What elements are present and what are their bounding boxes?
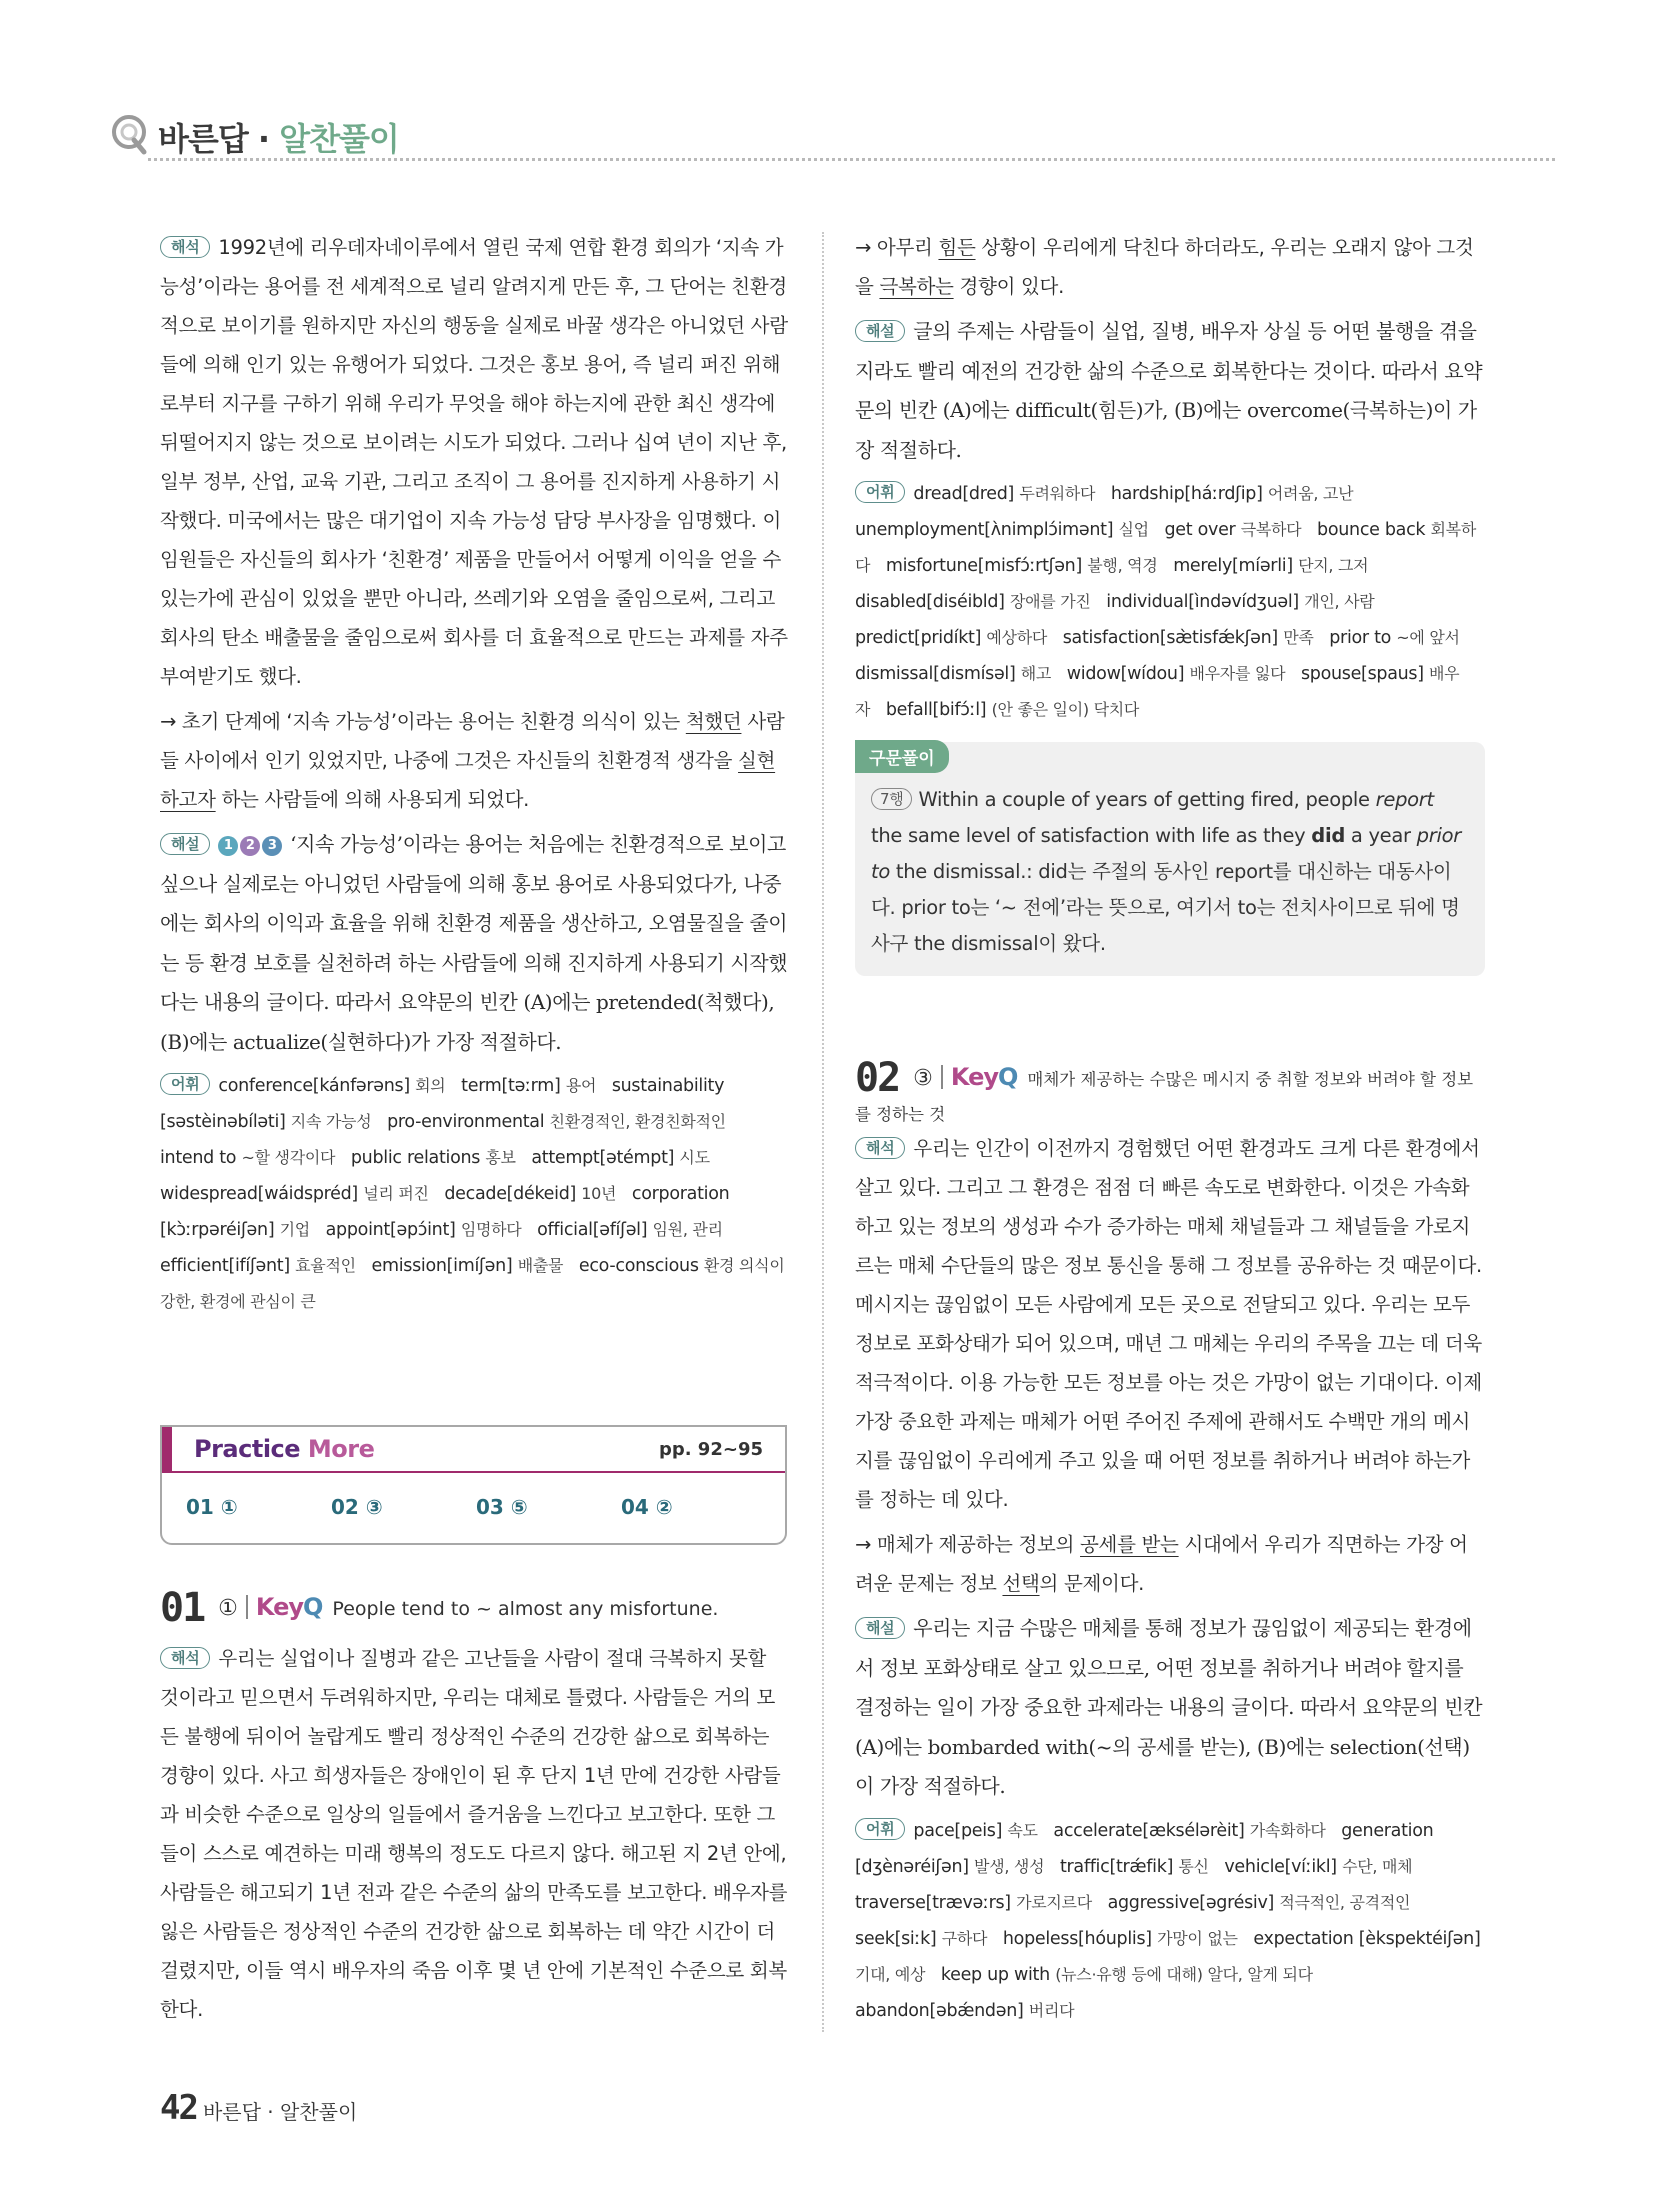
underlined-answer-a: 힘든 [938,236,976,259]
vocab-meaning: 널리 퍼진 [363,1184,445,1203]
vocab-word: expectation [èkspektéiʃən] [1253,1928,1481,1949]
step-three-badge: 3 [262,836,282,856]
keyq-text: 매체가 제공하는 수많은 메시지 중 취할 정보와 버려야 할 정보를 정하는 것 [855,1070,1474,1124]
vocab-word: dismissal[dismísəl] [855,664,1021,684]
practice-pages: pp. 92~95 [658,1439,763,1460]
line-number-tag: 7행 [871,788,912,810]
question-header [160,1585,790,1639]
vocab-meaning: (안 좋은 일이) 닥치다 [991,700,1155,719]
vocab-word: spouse[spaus] [1300,664,1430,684]
vocab-word: widespread[wáidspréd] [160,1184,364,1204]
underlined-answer-b: 극복하는 [879,275,954,298]
practice-answer: 01 ① [186,1495,238,1519]
vocab-meaning: 가속화하다 [1249,1820,1342,1840]
vocabulary-list [855,476,1485,728]
header-title: 바른답 · 알찬풀이 [158,120,399,158]
summary-translation: → 초기 단계에 ‘지속 가능성’이라는 용어는 친환경 의식이 있는 척했던 사람들 사이에서 인기 있었지만, 나중에 그것은 자신들의 친환경적 생각을 실현하고자 하는 사람들에 의해 사용되게 되었다. [160,710,785,811]
vocab-meaning: 만족 [1283,628,1330,647]
vocab-word: prior to [1329,628,1397,648]
vocab-meaning: 환경 의식이 강한, 환경에 관심이 큰 [160,1256,785,1311]
vocab-word: eco-conscious [578,1256,704,1276]
vocab-meaning: ~할 생각이다 [241,1148,351,1167]
translation-paragraph: 해석 1992년에 리우데자네이루에서 열린 국제 연합 환경 회의가 ‘지속 가능성’이라는 용어를 전 세계적으로 널리 알려지게 만든 후, 그 단어는 친환경적으로 보이기를 원하지만 자신의 행동을 실제로 바꿀 생각은 아니었던 사람들에 의해 인기 있는 유행어가 되었다. 그것은 홍보 용어, 즉 널리 퍼진 위해로부터 지구를 구하기 위해 우리가 무엇을 해야 하는지에 관한 최신 생각에 뒤떨어지지 않는 것으로 보이려는 시도가 되었다. 그러나 십여 년이 지난 후, 일부 정부, 산업, 교육 기관, 그리고 조직이 그 용어를 진지하게 사용하기 시작했다. 미국에서는 많은 대기업이 지속 가능성 담당 부사장을 임명했다. 이 임원들은 자신들의 회사가 ‘친환경’ 제품을 만들어서 어떻게 이익을 얻을 수 있는가에 관심이 있었을 뿐만 아니라, 쓰레기와 오염을 줄임으로써, 그리고 회사의 탄소 배출물을 줄임으로써 회사를 더 효율적으로 만드는 과제를 자주 부여받기도 했다. [160,236,788,688]
gumun-label: 구문풀이 [855,740,949,773]
vocab-word: bounce back [1317,520,1431,540]
vocab-meaning: 10년 [581,1184,632,1203]
underlined-answer-b: 선택 [1002,1572,1040,1595]
left-column [160,228,790,1328]
vocab-word: unemployment[ʌ̀nimplɔ́imənt] [855,520,1119,540]
vocab-meaning: 시도 [679,1148,726,1167]
vocab-meaning: 구하다 [941,1928,1003,1948]
vocab-word: aggressive[əgrésiv] [1107,1892,1280,1913]
vocab-meaning: 기대, 예상 [855,1964,941,1984]
vocab-word: corporation [kɔ̀ːrpəréiʃən] [160,1184,730,1240]
step-one-badge: 1 [218,836,238,856]
grammar-note-text: 7행 Within a couple of years of getting fired, people report the same level of satisfaction with life as they did a year prior to the dismissal.: did는 주절의 동사인 report를 대신하는 대동사이다. prior to는 ‘~ 전에’라는 뜻으로, 여기서 to는 전치사이므로 뒤에 명사구 the dismissal이 왔다. [871,788,1461,955]
vocab-meaning: 극복하다 [1240,520,1318,539]
vocab-meaning: 배우자 [855,664,1460,719]
vocab-meaning: 배우자를 잃다 [1189,664,1301,683]
practice-more-title: Practice More [194,1435,375,1463]
vocab-word: accelerate[æksélərèit] [1053,1820,1250,1841]
page-number: 42 [160,2088,197,2128]
vocab-meaning: 실업 [1118,520,1165,539]
divider-bar [941,1065,943,1089]
vocab-word: public relations [350,1148,486,1168]
vocab-word: decade[dékeid] [444,1184,582,1204]
vocab-word: keep up with [940,1964,1056,1985]
vocab-word: seek[siːk] [855,1928,942,1949]
column-divider [822,232,824,2032]
vocab-meaning: 기업 [279,1220,326,1239]
vocab-word: official[əfíʃəl] [537,1220,653,1240]
question-number: 01 [160,1585,205,1631]
vocab-meaning: 임명하다 [460,1220,538,1239]
practice-more-header [162,1427,785,1473]
vocab-meaning: 해고 [1020,664,1067,683]
vocab-word: term[təːrm] [461,1076,566,1096]
vocabulary-list [855,1813,1485,2029]
question-answer: ③ [913,1066,933,1091]
vocab-word: emission[imíʃən] [371,1256,518,1276]
vocab-word: conference[kánfərəns] [218,1076,416,1096]
eohwi-tag: 어휘 [160,1073,210,1095]
vocab-word: vehicle[víːikl] [1224,1856,1343,1877]
step-two-badge: 2 [240,836,260,856]
vocab-word: befall[bifɔ́ːl] [885,700,992,720]
vocab-word: attempt[ətémpt] [531,1148,680,1168]
question-02 [855,1055,1485,2037]
right-column [855,228,1485,986]
vocab-meaning: 어려움, 고난 [1267,484,1369,503]
footer-text: 바른답 · 알찬풀이 [202,2100,358,2124]
vocab-meaning: 홍보 [485,1148,532,1167]
vocab-word: disabled[diséibld] [855,592,1010,612]
vocab-meaning: 가로지르다 [1016,1892,1108,1912]
q-logo-icon [110,112,150,156]
vocabulary-list [160,1068,790,1320]
vocab-meaning: 통신 [1178,1856,1225,1876]
vocab-meaning: 친환경적인, 환경친화적인 [549,1112,742,1131]
grammar-note-box [855,742,1485,976]
explanation-paragraph: 해설 1 2 3 ‘지속 가능성’이라는 용어는 처음에는 친환경적으로 보이고 싶으나 실제로는 아니었던 사람들에 의해 홍보 용어로 사용되었다가, 나중에는 회사의 이익과 효율을 위해 친환경 제품을 생산하고, 오염물질을 줄이는 등 환경 보호를 실천하려 하는 사람들에 의해 진지하게 사용되기 시작했다는 내용의 글이다. 따라서 요약문의 빈칸 (A)에는 pretended(척했다), (B)에는 actualize(실현하다)가 가장 적절하다. [160,832,788,1054]
practice-answer: 04 ② [621,1495,673,1519]
vocab-meaning: 개인, 사람 [1304,592,1391,611]
vocab-meaning: 단지, 그저 [1298,556,1385,575]
header-dotted-line [148,158,1555,161]
vocab-meaning: 임원, 관리 [652,1220,739,1239]
vocab-word: traffic[trǽfik] [1059,1856,1179,1877]
vocab-word: pace[peis] [913,1820,1008,1841]
vocab-word: dread[dred] [913,484,1020,504]
haeseok-tag: 해석 [855,1137,905,1159]
explanation-paragraph: 해설 우리는 지금 수많은 매체를 통해 정보가 끊임없이 제공되는 환경에서 정보 포화상태로 살고 있으므로, 어떤 정보를 취하거나 버려야 할지를 결정하는 일이 가장 중요한 과제라는 내용의 글이다. 따라서 요약문의 빈칸 (A)에는 bombarded with(~의 공세를 받는), (B)에는 selection(선택)이 가장 적절하다. [855,1616,1483,1798]
underlined-answer-a: 공세를 받는 [1080,1533,1179,1556]
vocab-word: hopeless[hóuplis] [1002,1928,1158,1949]
vocab-word: pro-environmental [387,1112,550,1132]
vocab-meaning: 용어 [565,1076,612,1095]
vocab-meaning: 가망이 없는 [1157,1928,1254,1948]
haeseok-tag: 해석 [160,1647,210,1669]
vocab-meaning: 장애를 가진 [1009,592,1107,611]
question-01 [160,1585,790,2035]
vocab-meaning: 예상하다 [986,628,1063,647]
vocab-meaning: 속도 [1007,1820,1054,1840]
eohwi-tag: 어휘 [855,1818,905,1840]
haeseol-tag: 해설 [855,1617,905,1639]
vocab-word: misfortune[misfɔ́ːrtʃən] [885,556,1088,576]
summary-translation: → 매체가 제공하는 정보의 공세를 받는 시대에서 우리가 직면하는 가장 어려운 문제는 정보 선택의 문제이다. [855,1533,1468,1595]
practice-more-box [160,1425,787,1545]
haeseol-tag: 해설 [855,320,905,342]
vocab-meaning: 두려워하다 [1019,484,1111,503]
divider-bar [246,1595,248,1619]
vocab-word: widow[wídou] [1066,664,1190,684]
haeseol-tag: 해설 [160,833,210,855]
vocab-word: generation [dʒènəréiʃən] [855,1820,1434,1877]
underlined-answer-b: 실현하고자 [160,749,776,811]
question-answer: ① [218,1596,238,1621]
keyq-text: People tend to ~ almost any misfortune. [332,1598,719,1620]
vocab-word: merely[míərli] [1173,556,1299,576]
vocab-meaning: ~에 앞서 [1396,628,1476,647]
vocab-word: appoint[əpɔ́int] [325,1220,461,1240]
vocab-meaning: 지속 가능성 [290,1112,388,1131]
vocab-meaning: 회의 [415,1076,462,1095]
keyq-label: KeyQ [950,1063,1018,1091]
vocab-word: efficient[ifíʃənt] [160,1256,296,1276]
vocab-word: intend to [160,1148,242,1168]
translation-paragraph: 해석 우리는 실업이나 질병과 같은 고난들을 사람이 절대 극복하지 못할 것이라고 믿으면서 두려워하지만, 우리는 대체로 틀렸다. 사람들은 거의 모든 불행에 뒤이어 놀랍게도 빨리 정상적인 수준의 건강한 삶으로 회복하는 경향이 있다. 사고 희생자들은 장애인이 된 후 단지 1년 만에 건강한 사람들과 비슷한 수준으로 일상의 일들에서 즐거움을 느낀다고 보고한다. 또한 그들이 스스로 예견하는 미래 행복의 정도도 다르지 않다. 해고된 지 2년 안에, 사람들은 해고되기 1년 전과 같은 수준의 삶의 만족도를 보고한다. 배우자를 잃은 사람들은 정상적인 수준의 건강한 삶으로 회복하는 데 약간 시간이 더 걸렸지만, 이들 역시 배우자의 죽음 이후 몇 년 안에 기본적인 수준으로 회복한다. [160,1647,788,2021]
vocab-word: hardship[háːrdʃip] [1110,484,1268,504]
vocab-meaning: 효율적인 [295,1256,372,1275]
vocab-word: sustainability [səstèinəbíləti] [160,1076,725,1132]
translation-paragraph: 해석 우리는 인간이 이전까지 경험했던 어떤 환경과도 크게 다른 환경에서 살고 있다. 그리고 그 환경은 점점 더 빠른 속도로 변화한다. 이것은 가속화 하고 있는 정보의 생성과 수가 증가하는 매체 채널들과 그 채널들을 가로지르는 매체 수단들의 많은 정보 통신을 통해 그 정보를 공유하는 것 때문이다. 메시지는 끊임없이 모든 사람에게 모든 곳으로 전달되고 있다. 우리는 모두 정보로 포화상태가 되어 있으며, 매년 그 매체는 우리의 주목을 끄는 데 더욱 적극적이다. 이용 가능한 모든 정보를 아는 것은 가망이 없는 기대이다. 이제 가장 중요한 과제는 매체가 어떤 주어진 주제에 관해서도 수백만 개의 메시지를 끊임없이 우리에게 주고 있을 때 어떤 정보를 취하거나 버려야 하는가를 정하는 데 있다. [855,1137,1482,1511]
keyq-label: KeyQ [255,1593,323,1621]
haeseok-tag: 해석 [160,236,210,258]
question-header [855,1055,1485,1129]
vocab-word: abandon[əbǽndən] [855,2000,1029,2021]
page-header [110,108,1555,164]
vocab-meaning: 배출물 [517,1256,579,1275]
vocab-meaning: 수단, 매체 [1342,1856,1428,1876]
vocab-meaning: (뉴스·유행 등에 대해) 알다, 알게 되다 [1055,1964,1329,1984]
vocab-word: predict[pridíkt] [855,628,987,648]
practice-answers [186,1495,766,1519]
vocab-word: satisfaction[sæ̀tisfǽkʃən] [1062,628,1284,648]
explanation-paragraph: 해설 글의 주제는 사람들이 실업, 질병, 배우자 상실 등 어떤 불행을 겪을지라도 빨리 예전의 건강한 삶의 수준으로 회복한다는 것이다. 따라서 요약문의 빈칸 (A)에는 difficult(힘든)가, (B)에는 overcome(극복하는)이 가장 적절하다. [855,319,1483,462]
practice-answer: 03 ⑤ [476,1495,528,1519]
eohwi-tag: 어휘 [855,481,905,503]
vocab-meaning: 적극적인, 공격적인 [1279,1892,1426,1912]
vocab-meaning: 버리다 [1028,2000,1090,2020]
underlined-answer-a: 척했던 [685,710,742,733]
vocab-meaning: 발생, 생성 [974,1856,1060,1876]
vocab-meaning: 회복하다 [855,520,1476,575]
page-footer [160,2088,357,2128]
vocab-word: traverse[trævəːrs] [855,1892,1017,1913]
summary-translation: → 아무리 힘든 상황이 우리에게 닥친다 하더라도, 우리는 오래지 않아 그것을 극복하는 경향이 있다. [855,236,1474,298]
vocab-meaning: 불행, 역경 [1087,556,1174,575]
question-number: 02 [855,1055,900,1101]
vocab-word: get over [1164,520,1241,540]
vocab-word: individual[ìndəvídʒuəl] [1106,592,1305,612]
practice-answer: 02 ③ [331,1495,383,1519]
